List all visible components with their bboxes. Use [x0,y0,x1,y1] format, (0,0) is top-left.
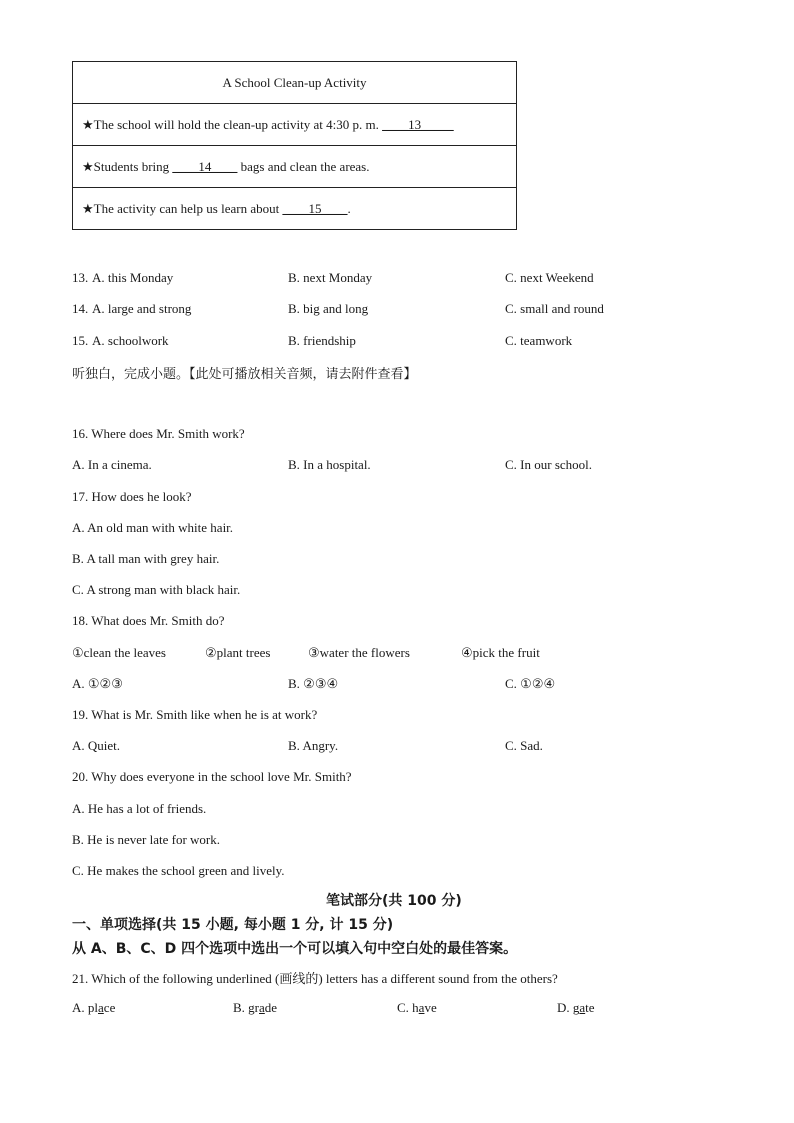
option-c: C. have [397,1000,437,1015]
star-icon: ★ [82,116,94,132]
activity-item-3: ③water the flowers [308,645,410,660]
underlined-letter: a [98,1000,104,1015]
option-a: A. An old man with white hair. [72,520,234,535]
option-a: A. this Monday [92,270,174,285]
option-c: C. Sad. [505,738,543,753]
question-19-stem: 19. What is Mr. Smith like when he is at work? [72,707,318,722]
underlined-letter: a [579,1000,586,1015]
option-b: B. Angry. [288,738,339,753]
option-c: C. A strong man with black hair. [72,582,241,597]
option-c: C. In our school. [505,457,593,472]
notice-title: A School Clean-up Activity [73,62,517,104]
option-c: C. next Weekend [505,270,594,285]
part1-title: 一、单项选择(共 15 小题, 每小题 1 分, 计 15 分) [72,917,394,933]
notice-row-3: ★The activity can help us learn about ____15____. [73,188,517,230]
option-b: B. next Monday [288,270,373,285]
blank-13: ____13_____ [382,116,454,132]
star-icon: ★ [82,200,94,216]
option-b: B. ②③④ [288,676,339,691]
notice-row-2: ★Students bring ____14____ bags and clean the areas. [73,146,517,188]
underlined-letter: a [418,1000,425,1015]
question-17-stem: 17. How does he look? [72,489,192,504]
option-b: B. A tall man with grey hair. [72,551,220,566]
option-b: B. grade [233,1000,278,1015]
question-21-stem: 21. Which of the following underlined (画线的) letters has a different sound from the others? [72,971,558,986]
option-a: A. large and strong [92,301,192,316]
option-c: C. He makes the school green and lively. [72,863,285,878]
question-16-stem: 16. Where does Mr. Smith work? [72,426,245,441]
option-b: B. big and long [288,301,369,316]
option-a: A. place [72,1000,116,1015]
part1-instruction: 从 A、B、C、D 四个选项中选出一个可以填入句中空白处的最佳答案。 [72,941,518,957]
notice-table [72,61,517,230]
underlined-letter: a [259,1000,265,1015]
option-c: C. ①②④ [505,676,556,691]
option-b: B. He is never late for work. [72,832,221,847]
activity-item-4: ④pick the fruit [461,645,540,660]
option-c: C. small and round [505,301,604,316]
activity-item-1: ①clean the leaves [72,645,166,660]
written-section-title: 笔试部分(共 100 分) [326,893,462,909]
question-18-stem: 18. What does Mr. Smith do? [72,613,225,628]
blank-15: ____15____ [282,200,348,216]
option-a: A. ①②③ [72,676,123,691]
star-icon: ★ [82,158,94,174]
option-a: A. Quiet. [72,738,121,753]
option-c: C. teamwork [505,333,573,348]
question-20-stem: 20. Why does everyone in the school love Mr. Smith? [72,769,352,784]
activity-item-2: ②plant trees [205,645,271,660]
monologue-instruction: 听独白，完成小题。【此处可播放相关音频，请去附件查看】 [72,367,417,382]
notice-row-1: ★The school will hold the clean-up activity at 4:30 p. m. ____13_____ [73,104,517,146]
option-a: A. He has a lot of friends. [72,801,207,816]
option-a: A. In a cinema. [72,457,152,472]
option-d: D. gate [557,1000,595,1015]
option-a: A. schoolwork [92,333,169,348]
blank-14: ____14____ [172,158,238,174]
option-b: B. friendship [288,333,356,348]
option-b: B. In a hospital. [288,457,371,472]
